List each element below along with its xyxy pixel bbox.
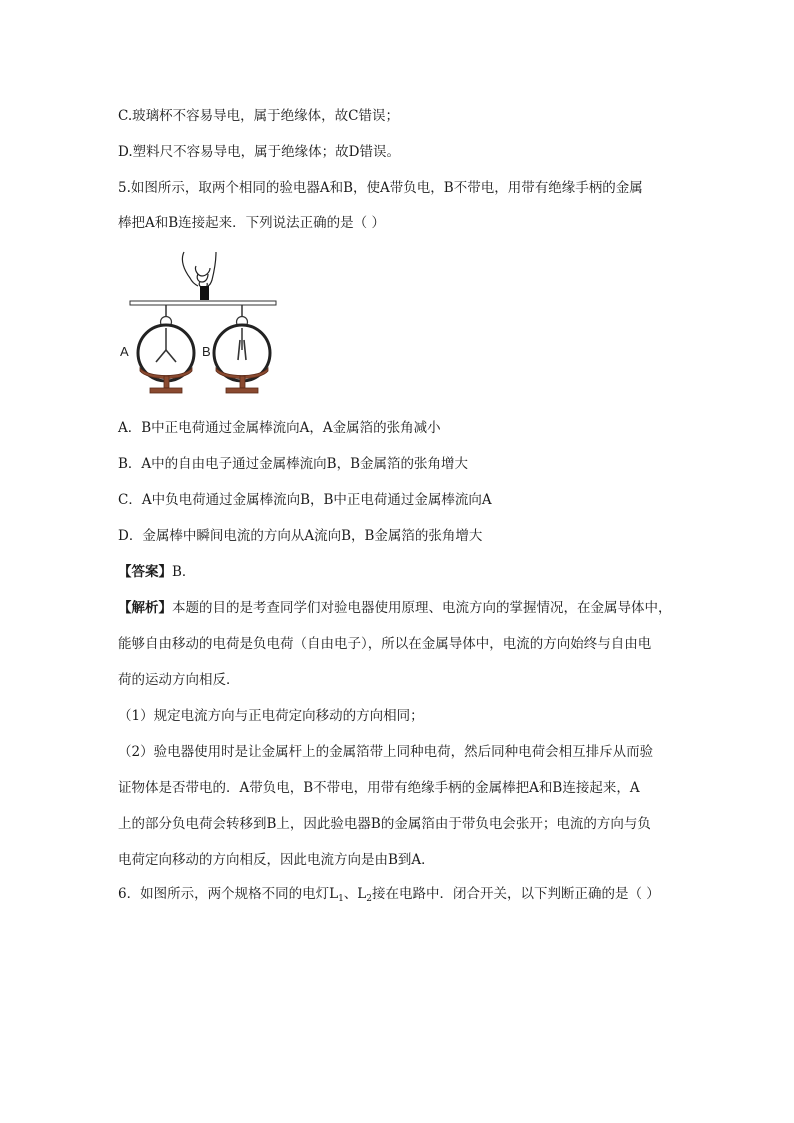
electroscope-figure [118,250,278,395]
analysis-tag: 【解析】 [118,600,172,616]
label-b: B [202,344,211,359]
analysis-point-2-line-2: 证物体是否带电的．A带负电，B不带电，用带有绝缘手柄的金属棒把A和B连接起来，A [118,780,640,796]
analysis-text-1: 本题的目的是考查同学们对验电器使用原理、电流方向的掌握情况，在金属导体中， [172,600,672,616]
question-5-option-c: C．A中负电荷通过金属棒流向B，B中正电荷通过金属棒流向A [118,492,492,508]
question-6-pre: 6．如图所示，两个规格不同的电灯L [118,886,339,902]
insulated-handle [200,286,209,300]
answer-value: B． [172,564,196,580]
question-6-sep: 、L [343,886,367,902]
hand-icon [182,252,216,288]
option-d-text: D.塑料尺不容易导电，属于绝缘体；故D错误。 [118,144,400,160]
metal-rod [130,301,276,305]
analysis-point-2-line-4: 电荷定向移动的方向相反，因此电流方向是由B到A． [118,852,435,868]
question-5-line-1: 5.如图所示，取两个相同的验电器A和B，使A带负电，B不带电，用带有绝缘手柄的金属 [118,180,643,196]
question-6-post: 接在电路中．闭合开关，以下判断正确的是（ ） [372,886,660,902]
option-c-text: C.玻璃杯不容易导电，属于绝缘体，故C错误； [118,108,399,124]
analysis-line-1 [118,598,672,618]
electroscope-b [214,305,270,393]
analysis-point-2-line-1: （2）验电器使用时是让金属杆上的金属箔带上同种电荷，然后同种电荷会相互排斥从而验 [118,744,654,760]
analysis-point-2-line-3: 上的部分负电荷会转移到B上，因此验电器B的金属箔由于带负电会张开；电流的方向与负 [118,816,651,832]
question-6-line [118,884,660,909]
subscript-1: 1 [338,894,344,904]
analysis-point-1: （1）规定电流方向与正电荷定向移动的方向相同； [118,708,424,724]
electroscope-a [138,305,194,393]
subscript-2: 2 [366,894,372,904]
label-a: A [120,344,129,359]
question-5-option-d: D．金属棒中瞬间电流的方向从A流向B，B金属箔的张角增大 [118,528,483,544]
answer-line [118,562,195,582]
answer-tag: 【答案】 [118,564,172,580]
question-5-option-a: A．B中正电荷通过金属棒流向A，A金属箔的张角减小 [118,420,441,436]
analysis-line-3: 荷的运动方向相反． [118,672,240,688]
question-5-line-2: 棒把A和B连接起来．下列说法正确的是（ ） [118,215,385,231]
analysis-line-2: 能够自由移动的电荷是负电荷（自由电子），所以在金属导体中，电流的方向始终与自由电 [118,636,652,652]
question-5-option-b: B．A中的自由电子通过金属棒流向B，B金属箔的张角增大 [118,456,469,472]
